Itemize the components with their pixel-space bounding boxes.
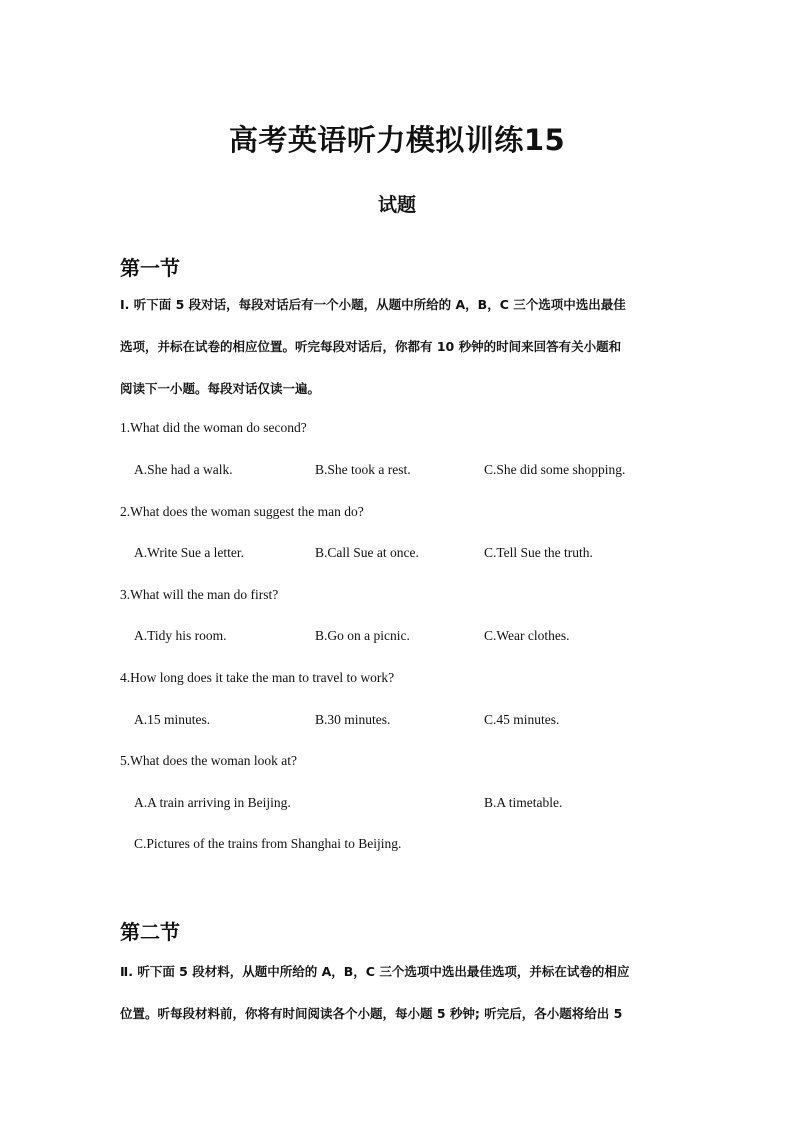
question-3-option-c: C.Wear clothes. [484, 628, 570, 643]
question-2-option-b: B.Call Sue at once. [315, 545, 419, 560]
question-5-option-a: A.A train arriving in Beijing. [134, 795, 291, 810]
question-1-option-c: C.She did some shopping. [484, 462, 626, 477]
question-3-option-a: A.Tidy his room. [134, 628, 227, 643]
question-2: 2.What does the woman suggest the man do? [120, 504, 364, 519]
document-title: 高考英语听力模拟训练15 [228, 123, 566, 157]
question-1: 1.What did the woman do second? [120, 420, 307, 435]
document-subtitle: 试题 [377, 194, 416, 216]
question-2-option-c: C.Tell Sue the truth. [484, 545, 593, 560]
section-heading-1: 第一节 [120, 256, 180, 280]
question-3: 3.What will the man do first? [120, 587, 279, 602]
question-1-option-b: B.She took a rest. [315, 462, 411, 477]
question-4: 4.How long does it take the man to travel to work? [120, 670, 395, 685]
question-4-option-a: A.15 minutes. [134, 712, 211, 727]
question-5-option-c: C.Pictures of the trains from Shanghai to Beijing. [134, 836, 402, 851]
section1-instruction-line-2: 选项，并标在试卷的相应位置。听完每段对话后，你都有 10 秒钟的时间来回答有关小题和 [120, 339, 622, 354]
question-5: 5.What does the woman look at? [120, 753, 297, 768]
question-4-option-b: B.30 minutes. [315, 712, 391, 727]
section2-instruction-line-1: Ⅱ. 听下面 5 段材料，从题中所给的 A，B，C 三个选项中选出最佳选项，并标在试卷的相应 [120, 964, 630, 979]
question-1-option-a: A.She had a walk. [134, 462, 233, 477]
question-5-option-b: B.A timetable. [484, 795, 563, 810]
question-4-option-c: C.45 minutes. [484, 712, 560, 727]
section2-instruction-line-2: 位置。听每段材料前，你将有时间阅读各个小题，每小题 5 秒钟; 听完后，各小题将给出 5 [120, 1006, 623, 1021]
question-3-option-b: B.Go on a picnic. [315, 628, 410, 643]
question-2-option-a: A.Write Sue a letter. [134, 545, 245, 560]
section-heading-2: 第二节 [120, 920, 180, 944]
section1-instruction-line-3: 阅读下一小题。每段对话仅读一遍。 [120, 381, 321, 396]
section1-instruction-line-1: Ⅰ. 听下面 5 段对话，每段对话后有一个小题，从题中所给的 A，B，C 三个选项中选出最佳 [120, 297, 626, 312]
